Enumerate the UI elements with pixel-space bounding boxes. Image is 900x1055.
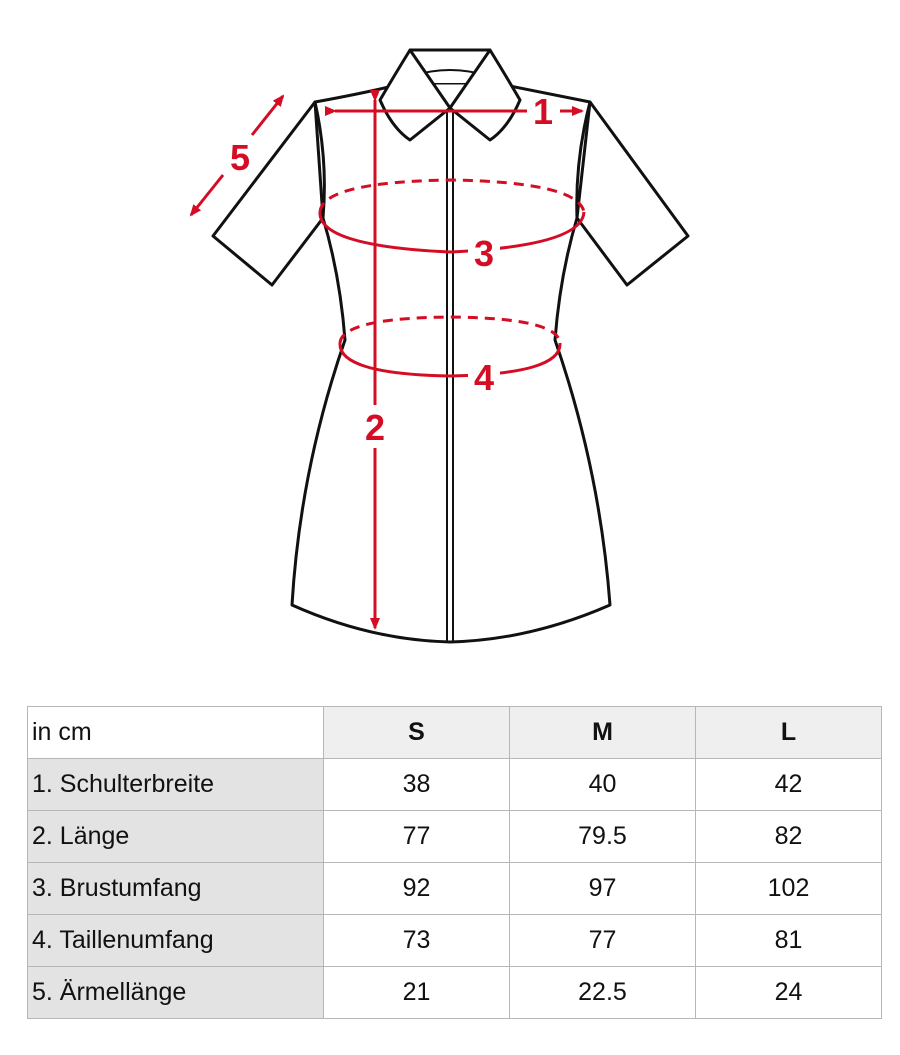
label-4: 4 — [473, 357, 495, 398]
label-5: 5 — [229, 137, 251, 178]
size-table — [27, 706, 882, 1019]
table-cell: 77 — [324, 811, 510, 863]
table-row — [28, 863, 882, 915]
table-cell: 97 — [510, 863, 696, 915]
table-corner: in cm — [28, 707, 324, 759]
table-row — [28, 811, 882, 863]
row-label: 4. Taillenumfang — [28, 915, 324, 967]
table-cell: 102 — [696, 863, 882, 915]
table-cell: 40 — [510, 759, 696, 811]
label-2: 2 — [364, 407, 386, 448]
table-cell: 77 — [510, 915, 696, 967]
table-cell: 24 — [696, 967, 882, 1019]
size-m: M — [510, 707, 696, 759]
table-cell: 92 — [324, 863, 510, 915]
table-cell: 42 — [696, 759, 882, 811]
row-label: 5. Ärmellänge — [28, 967, 324, 1019]
dress-outline — [213, 50, 688, 642]
table-cell: 21 — [324, 967, 510, 1019]
label-1: 1 — [532, 91, 554, 132]
table-cell: 79.5 — [510, 811, 696, 863]
row-label: 3. Brustumfang — [28, 863, 324, 915]
left-sleeve — [213, 102, 323, 285]
row-label: 1. Schulterbreite — [28, 759, 324, 811]
table-header-row — [28, 707, 882, 759]
table-cell: 38 — [324, 759, 510, 811]
table-row — [28, 759, 882, 811]
size-l: L — [696, 707, 882, 759]
table-row — [28, 967, 882, 1019]
table-cell: 73 — [324, 915, 510, 967]
table-cell: 82 — [696, 811, 882, 863]
dress-body — [292, 83, 610, 642]
label-3: 3 — [473, 233, 495, 274]
table-cell: 81 — [696, 915, 882, 967]
measure-5-line-lower — [191, 175, 223, 215]
size-s: S — [324, 707, 510, 759]
right-sleeve — [577, 102, 688, 285]
table-row — [28, 915, 882, 967]
row-label: 2. Länge — [28, 811, 324, 863]
table-cell: 22.5 — [510, 967, 696, 1019]
measure-5-line-upper — [252, 96, 283, 135]
